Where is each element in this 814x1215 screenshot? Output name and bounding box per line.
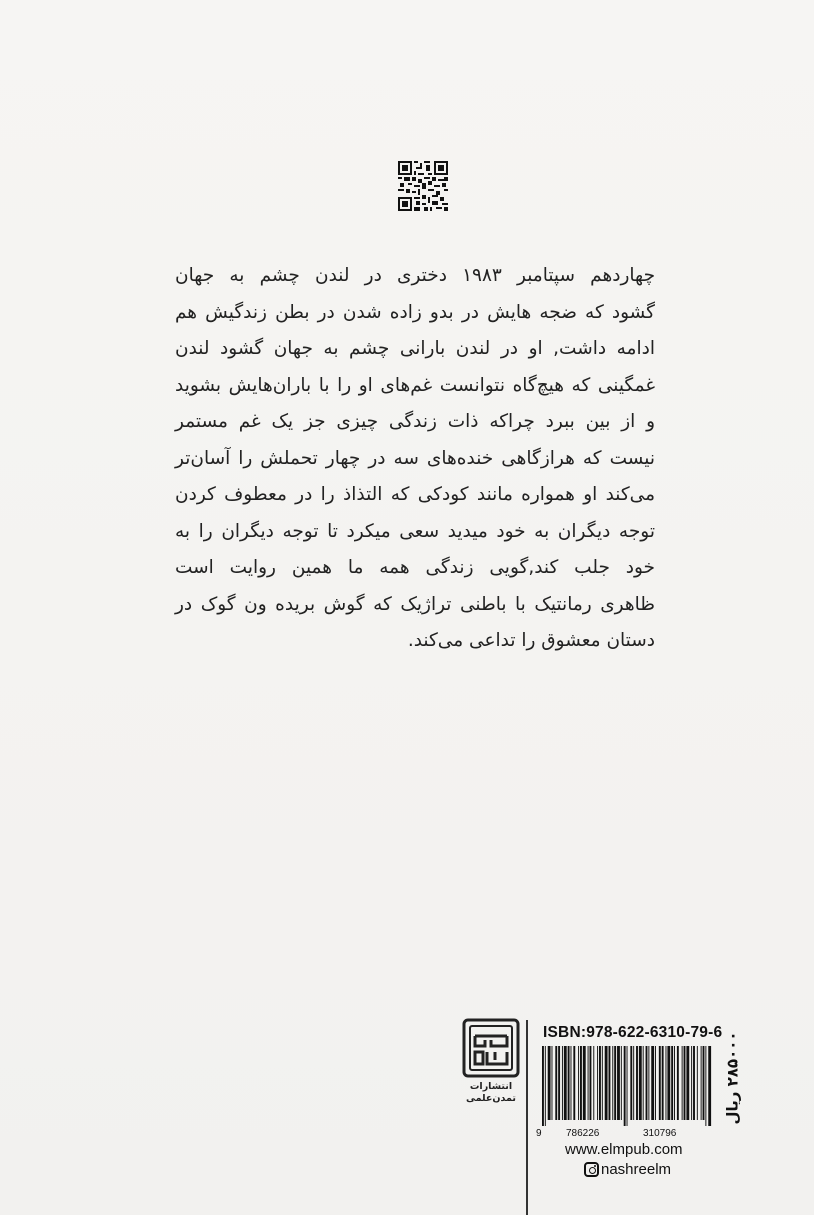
barcode-bar	[662, 1046, 664, 1120]
blurb-line: ادامه داشت, او در لندن بارانی چشم به جهان گشود لندن	[175, 338, 655, 359]
blurb-line: می‌کند او همواره مانند کودکی که التذاذ را در معطوف کردن	[175, 484, 655, 505]
isbn-label: ISBN:978-622-6310-79-6	[543, 1024, 723, 1041]
barcode-bar	[564, 1046, 567, 1120]
barcode-bar	[643, 1046, 644, 1120]
barcode-bar	[597, 1046, 598, 1120]
instagram-handle-text: nashreelm	[601, 1161, 672, 1178]
barcode-bar	[609, 1046, 611, 1120]
barcode-bar	[605, 1046, 608, 1120]
qr-code-icon	[398, 161, 448, 211]
publisher-logo	[462, 1018, 520, 1105]
barcode-bar	[568, 1046, 570, 1120]
blurb-line: گشود که ضجه هایش در بدو زاده شدن در بطن زندگیش هم	[175, 301, 655, 323]
barcode-bar	[624, 1046, 626, 1126]
barcode-bar	[686, 1046, 689, 1120]
blurb-line: و از بین ببرد چراکه ذات زندگی چیزی جز یک غم مستمر	[175, 411, 655, 432]
barcode-bar	[705, 1046, 706, 1126]
price-label	[722, 1022, 744, 1134]
barcode-bar	[590, 1046, 592, 1120]
blurb-line: غمگینی که هیچ‌گاه نتوانست غم‌های او را با باران‌هایش بشوید	[175, 374, 655, 396]
barcode-bar	[588, 1046, 589, 1120]
barcode-bar	[599, 1046, 601, 1120]
price-text: ۲۸۵۰۰۰ ریال	[724, 1031, 743, 1125]
blurb-line: ظاهری رمانتیک با باطنی تراژیک که گوش بریده ون گوک در	[175, 593, 655, 615]
barcode-bar	[602, 1046, 603, 1120]
barcode-bar	[571, 1046, 572, 1120]
barcode-bar	[583, 1046, 586, 1120]
barcode-bar	[580, 1046, 582, 1120]
divider-line	[526, 1020, 528, 1215]
instagram-handle[interactable]	[584, 1161, 671, 1178]
barcode-bar	[621, 1046, 622, 1120]
barcode	[538, 1046, 714, 1126]
back-cover-blurb	[175, 258, 655, 660]
barcode-bar	[573, 1046, 575, 1120]
barcode-bar	[682, 1046, 683, 1120]
publisher-name-line2: تمدن‌علمی	[466, 1093, 516, 1104]
barcode-bar	[648, 1046, 649, 1120]
barcode-bar	[684, 1046, 686, 1120]
blurb-line: نیست که هرازگاهی خنده‌های سه در چهار تحملش را آسان‌تر	[175, 447, 655, 469]
barcode-bar	[614, 1046, 616, 1120]
barcode-digit-first: 9	[536, 1128, 542, 1139]
barcode-bar	[674, 1046, 675, 1120]
blurb-line: چهاردهم سپتامبر ۱۹۸۳ دختری در لندن چشم به جهان	[175, 265, 656, 286]
barcode-bar	[701, 1046, 702, 1120]
barcode-bar	[703, 1046, 705, 1120]
barcode-digits-right: 310796	[643, 1128, 677, 1139]
barcode-bar	[708, 1046, 711, 1126]
barcode-bar	[542, 1046, 544, 1126]
website-link[interactable]: www.elmpub.com	[565, 1141, 683, 1158]
barcode-bar	[666, 1046, 667, 1120]
barcode-bar	[548, 1046, 551, 1120]
barcode-bar	[671, 1046, 673, 1120]
publisher-name-line1: انتشارات	[469, 1081, 513, 1092]
barcode-bar	[633, 1046, 634, 1120]
barcode-bar	[617, 1046, 620, 1120]
barcode-bar	[555, 1046, 557, 1120]
instagram-icon	[584, 1162, 599, 1177]
barcode-bar	[593, 1046, 594, 1120]
barcode-bar	[697, 1046, 698, 1120]
barcode-bar	[691, 1046, 692, 1120]
barcode-bar	[552, 1046, 553, 1120]
barcode-bar	[627, 1046, 628, 1126]
barcode-bar	[651, 1046, 654, 1120]
blurb-line: توجه دیگران به خود میدید سعی میکرد تا توجه دیگران را به	[175, 520, 655, 542]
barcode-bar	[667, 1046, 670, 1120]
publisher-logo-icon	[462, 1018, 520, 1078]
barcode-bar	[655, 1046, 656, 1120]
barcode-bar	[612, 1046, 613, 1120]
barcode-bar	[562, 1046, 563, 1120]
blurb-line: دستان معشوق را تداعی می‌کند.	[407, 630, 655, 651]
barcode-bar	[636, 1046, 638, 1120]
barcode-bar	[646, 1046, 648, 1120]
barcode-bar	[630, 1046, 632, 1120]
blurb-line: خود جلب کند,گویی زندگی همه ما همین روایت است	[175, 557, 655, 578]
barcode-bar	[639, 1046, 642, 1120]
barcode-bar	[545, 1046, 546, 1126]
barcode-bar	[578, 1046, 579, 1120]
barcode-bar	[677, 1046, 679, 1120]
barcode-bar	[558, 1046, 560, 1120]
barcode-bar	[693, 1046, 695, 1120]
barcode-digits-left: 786226	[566, 1128, 600, 1139]
barcode-bar	[659, 1046, 661, 1120]
